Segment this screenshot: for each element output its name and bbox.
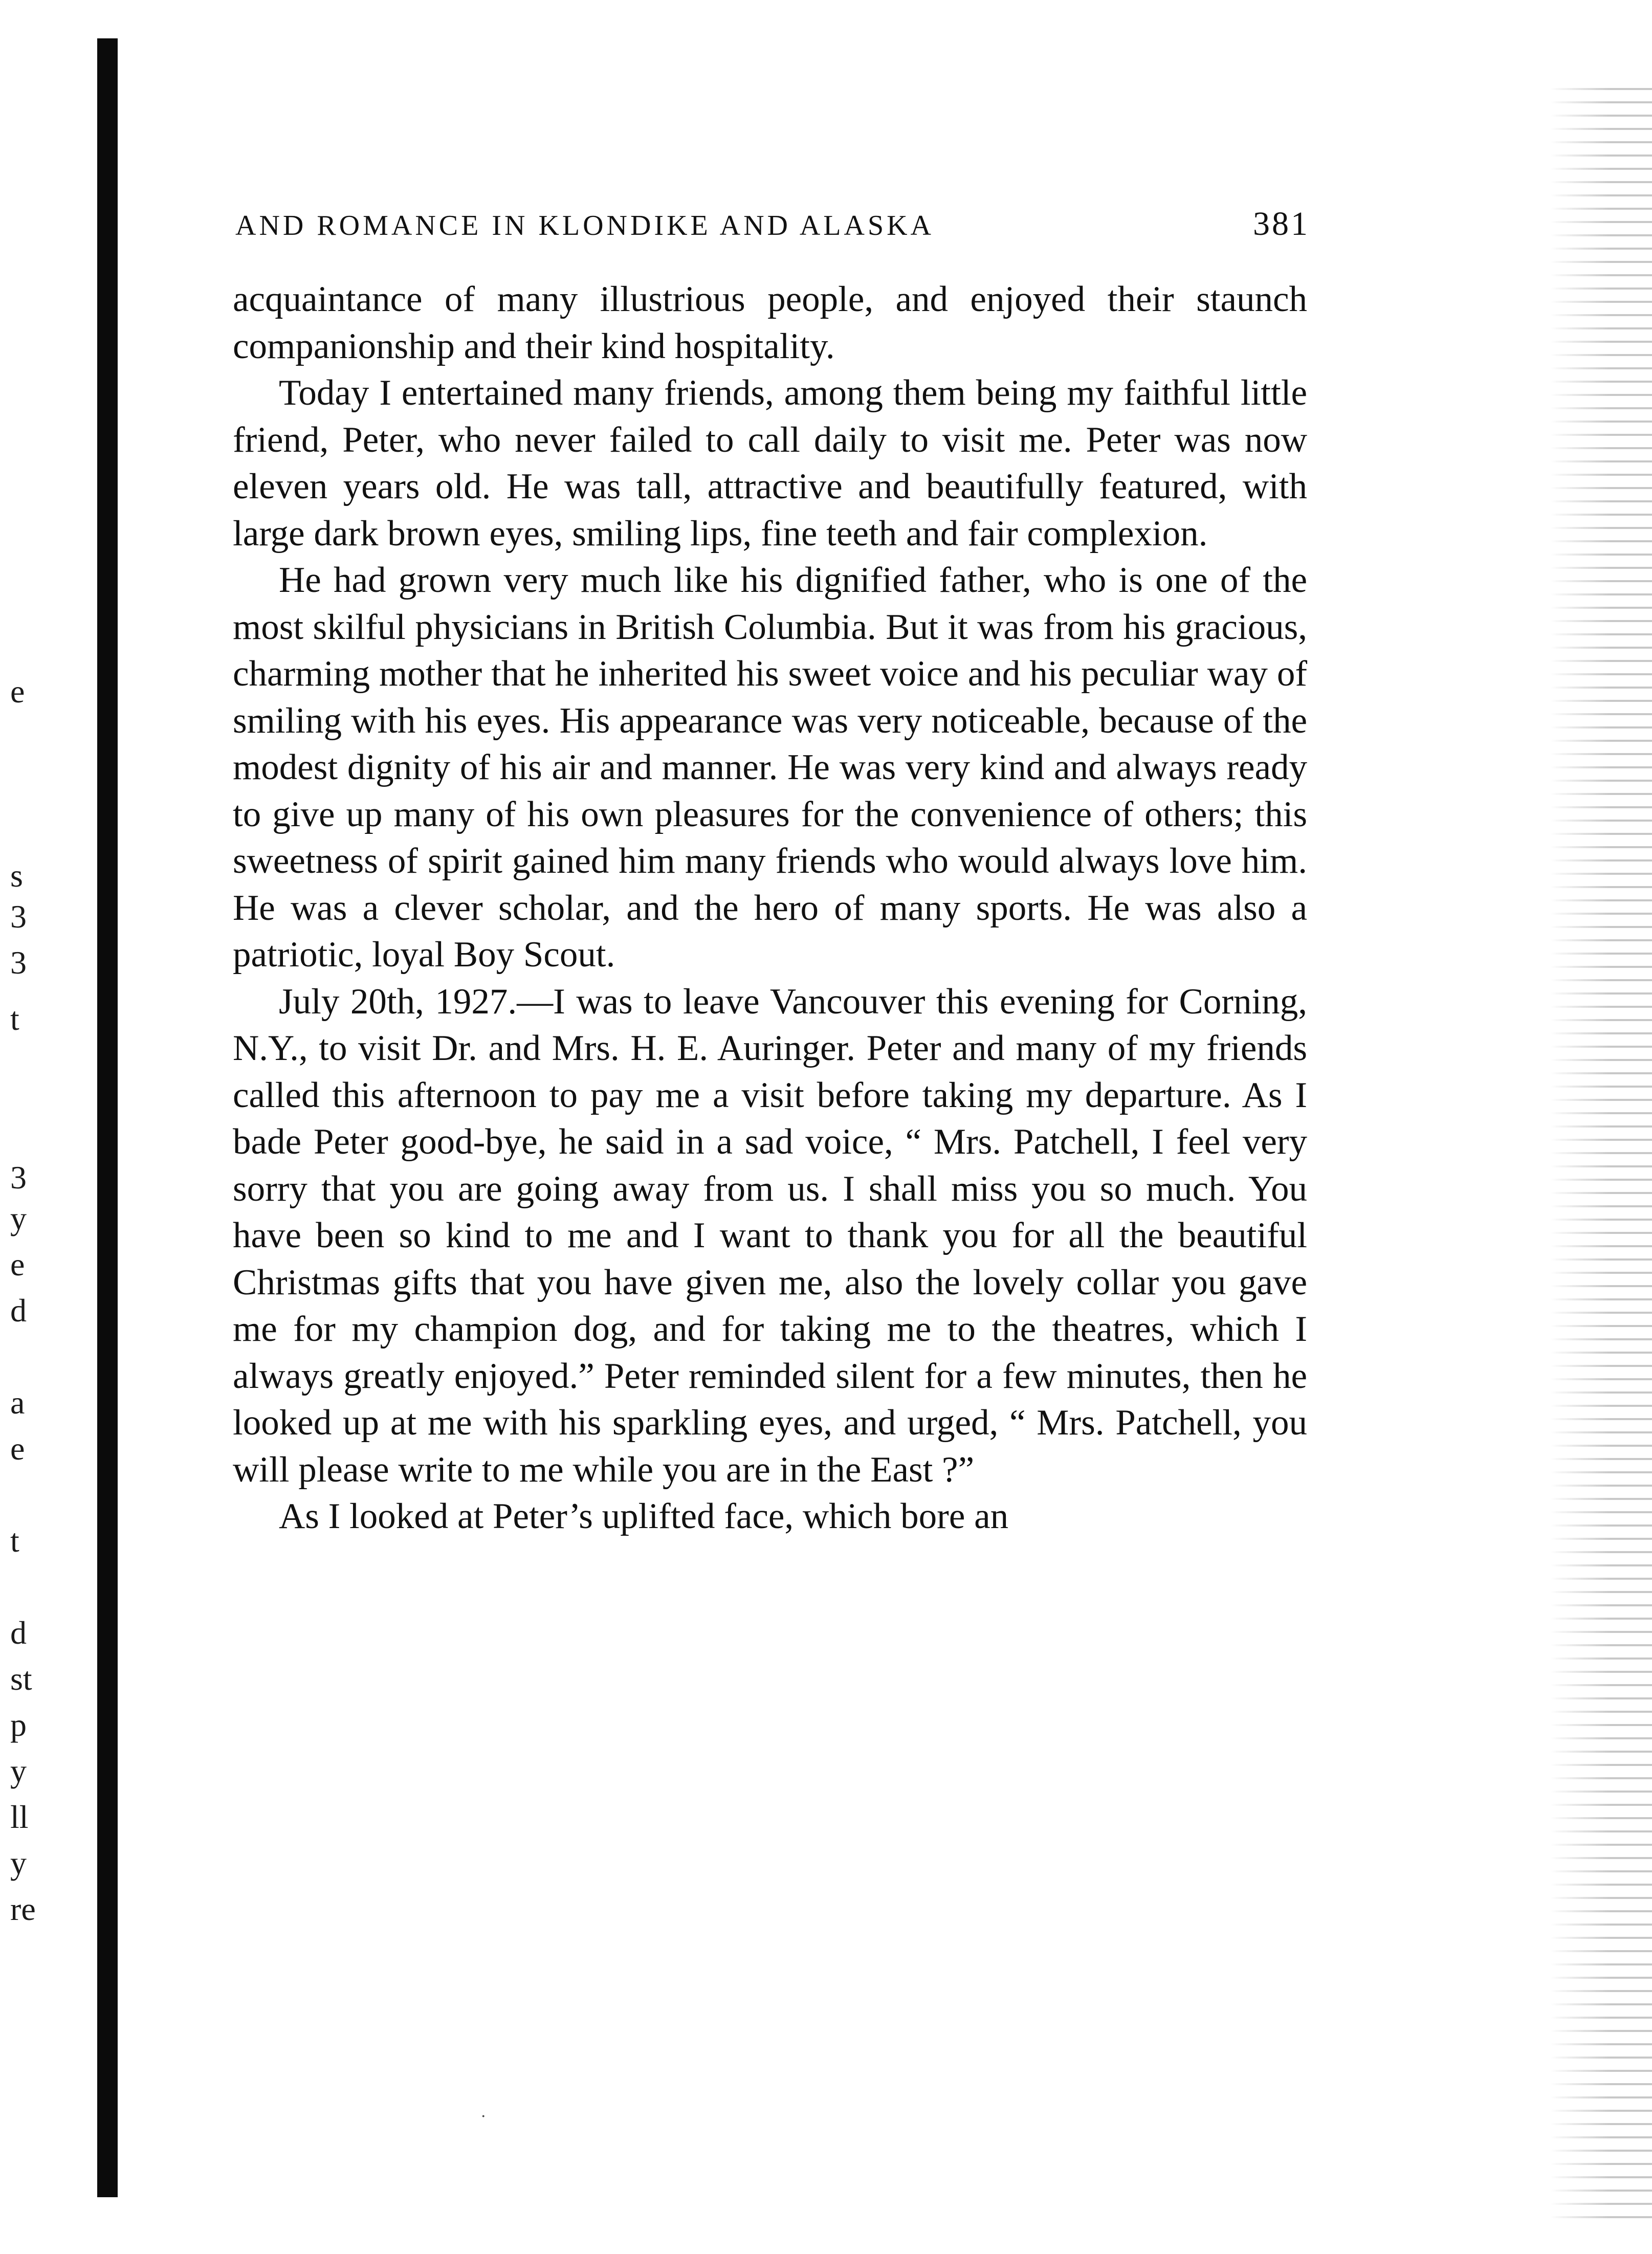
margin-fragment: s <box>10 857 23 894</box>
body-text <box>233 276 1307 1540</box>
page-number: 381 <box>1253 205 1310 242</box>
running-title: AND ROMANCE IN KLONDIKE AND ALASKA <box>235 210 934 241</box>
paragraph: As I looked at Peter’s uplifted face, which bore an <box>279 1496 1009 1536</box>
margin-fragment: y <box>10 1753 27 1789</box>
binding-edge <box>97 38 118 2197</box>
right-edge-bleed <box>1550 77 1652 2225</box>
paragraph: Today I entertained many friends, among them being my faithful little friend, Peter, who never failed to call daily to visit me. Peter was now eleven years old. He was tall, attractive and beautifully featured, with large dark brown eyes, smiling lips, fine teeth and fair complexion. <box>233 373 1307 554</box>
running-header <box>235 205 1310 246</box>
margin-fragment: a <box>10 1384 25 1421</box>
margin-fragment: 3 <box>10 898 27 935</box>
margin-fragment: e <box>10 673 25 710</box>
paragraph: July 20th, 1927.—I was to leave Vancouver this evening for Corning, N.Y., to visit Dr. and Mrs. H. E. Auringer. Peter and many of my friends called this afternoon to pay me a visit before taking my departure. As I bade Peter good-bye, he said in a sad voice, “ Mrs. Patchell, I feel very sorry that you are going away from us. I shall miss you so much. You have been so kind to me and I want to thank you for all the beautiful Christmas gifts that you have given me, also the lovely collar you gave me for my champion dog, and for taking me to the theatres, which I always greatly enjoyed.” Peter reminded silent for a few minutes, then he looked up at me with his sparkling eyes, and urged, “ Mrs. Patchell, you will please write to me while you are in the East ?” <box>233 981 1307 1490</box>
paragraph: acquaintance of many illustrious people, and enjoyed their staunch companionship and their kind hospitality. <box>233 279 1307 366</box>
margin-fragment: y <box>10 1200 27 1236</box>
margin-fragment: 3 <box>10 1159 27 1196</box>
margin-fragment: st <box>10 1661 32 1697</box>
margin-fragment: d <box>10 1615 27 1651</box>
left-margin-bleed <box>0 0 77 2254</box>
margin-fragment: e <box>10 1246 25 1283</box>
margin-fragment: d <box>10 1292 27 1329</box>
margin-fragment: ll <box>10 1799 29 1835</box>
margin-fragment: e <box>10 1430 25 1467</box>
margin-fragment: y <box>10 1845 27 1881</box>
margin-fragment: re <box>10 1891 36 1927</box>
margin-fragment: 3 <box>10 944 27 981</box>
paragraph: He had grown very much like his dignified father, who is one of the most skilful physicians in British Columbia. But it was from his gracious, charming mother that he inherited his sweet voice and his peculiar way of smiling with his eyes. His appearance was very noticeable, because of the modest dignity of his air and manner. He was very kind and always ready to give up many of his own pleasures for the convenience of others; this sweetness of spirit gained him many friends who would always love him. He was a clever scholar, and the hero of many sports. He was also a patriotic, loyal Boy Scout. <box>233 560 1307 975</box>
stray-mark: · <box>481 2108 486 2126</box>
margin-fragment: t <box>10 1522 19 1559</box>
margin-fragment: p <box>10 1707 27 1743</box>
margin-fragment: t <box>10 1001 19 1037</box>
